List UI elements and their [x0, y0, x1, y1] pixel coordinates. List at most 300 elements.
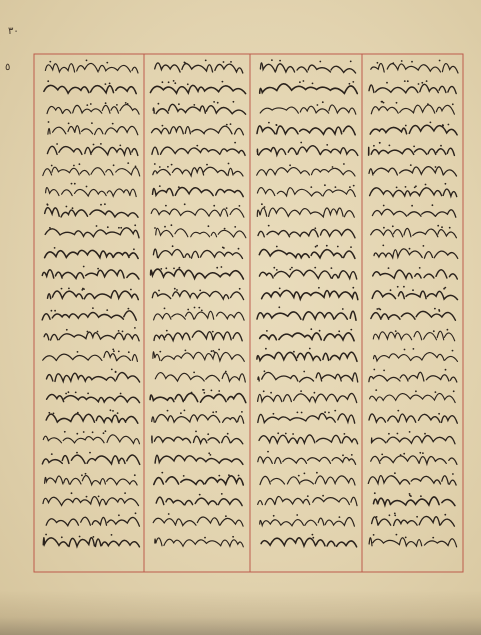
diacritic-dot [261, 203, 263, 205]
diacritic-dot [206, 164, 208, 166]
diacritic-dot [105, 430, 107, 432]
diacritic-dot [331, 267, 333, 269]
diacritic-dot [413, 146, 415, 148]
diacritic-dot [109, 83, 111, 85]
script-line [46, 188, 137, 197]
diacritic-dot [276, 246, 278, 248]
diacritic-dot [383, 205, 385, 207]
script-line [43, 351, 138, 361]
diacritic-dot [173, 268, 175, 270]
diacritic-dot [373, 534, 375, 536]
diacritic-dot [204, 537, 206, 539]
diacritic-dot [162, 81, 164, 83]
diacritic-dot [411, 205, 413, 207]
diacritic-dot [116, 104, 118, 106]
diacritic-dot [435, 166, 437, 168]
diacritic-dot [383, 102, 385, 104]
diacritic-dot [46, 203, 48, 205]
diacritic-dot [127, 162, 129, 164]
script-line [154, 476, 244, 485]
diacritic-dot [68, 288, 70, 290]
diacritic-dot [449, 227, 451, 229]
script-line [46, 414, 138, 423]
diacritic-dot [118, 351, 120, 353]
diacritic-dot [432, 204, 434, 206]
diacritic-dot [212, 411, 214, 413]
diacritic-dot [421, 82, 423, 84]
diacritic-dot [352, 81, 354, 83]
script-line [374, 497, 455, 506]
script-line [371, 456, 457, 465]
diacritic-dot [106, 309, 108, 311]
diacritic-dot [91, 122, 93, 124]
diacritic-dot [208, 452, 210, 454]
diacritic-dot [118, 514, 120, 516]
diacritic-dot [85, 473, 87, 475]
diacritic-dot [314, 267, 316, 269]
diacritic-dot [73, 165, 75, 167]
diacritic-dot [227, 433, 229, 435]
diacritic-dot [452, 350, 454, 352]
diacritic-dot [435, 391, 437, 393]
script-line [42, 455, 139, 464]
diacritic-dot [183, 475, 185, 477]
diacritic-dot [48, 121, 50, 123]
diacritic-dot [230, 61, 232, 63]
diacritic-dot [452, 103, 454, 105]
diacritic-dot [76, 452, 78, 454]
script-line [152, 147, 245, 155]
diacritic-dot [71, 492, 73, 494]
diacritic-dot [211, 390, 213, 392]
diacritic-dot [265, 348, 267, 350]
diacritic-dot [82, 288, 84, 290]
script-line [47, 146, 137, 155]
diacritic-dot [432, 537, 434, 539]
diacritic-dot [234, 226, 236, 228]
diacritic-dot [97, 331, 99, 333]
diacritic-dot [381, 454, 383, 456]
script-line [257, 311, 356, 320]
script-line [152, 126, 244, 135]
diacritic-dot [178, 186, 180, 188]
diacritic-dot [342, 454, 344, 456]
diacritic-dot [271, 59, 273, 61]
diacritic-dot [289, 269, 291, 271]
diacritic-dot [403, 453, 405, 455]
diacritic-dot [423, 245, 425, 247]
diacritic-dot [106, 62, 108, 64]
diacritic-dot [161, 472, 163, 474]
diacritic-dot [438, 413, 440, 415]
diacritic-dot [349, 186, 351, 188]
diacritic-dot [374, 492, 376, 494]
diacritic-dot [343, 163, 345, 165]
diacritic-dot [299, 81, 301, 83]
diacritic-dot [278, 306, 280, 308]
diacritic-dot [409, 248, 411, 250]
diacritic-dot [98, 496, 100, 498]
diacritic-dot [289, 164, 291, 166]
diacritic-dot [448, 124, 450, 126]
diacritic-dot [54, 247, 56, 249]
diacritic-dot [276, 269, 278, 271]
script-line [372, 516, 455, 526]
diacritic-dot [389, 145, 391, 147]
diacritic-dot [218, 475, 220, 477]
diacritic-dot [314, 392, 316, 394]
script-line [372, 209, 455, 217]
diacritic-dot [314, 227, 316, 229]
diacritic-dot [165, 267, 167, 269]
diacritic-dot [303, 371, 305, 373]
script-line [258, 372, 358, 382]
diacritic-dot [426, 80, 428, 82]
diacritic-dot [222, 247, 224, 249]
diacritic-dot [298, 475, 300, 477]
diacritic-dot [135, 166, 137, 168]
script-line [154, 311, 245, 320]
diacritic-dot [300, 142, 302, 144]
diacritic-dot [376, 308, 378, 310]
diacritic-dot [443, 288, 445, 290]
diacritic-dot [238, 475, 240, 477]
diacritic-dot [335, 186, 337, 188]
diacritic-dot [232, 536, 234, 538]
diacritic-dot [285, 433, 287, 435]
diacritic-dot [404, 80, 406, 82]
script-line [155, 538, 244, 547]
diacritic-dot [105, 83, 107, 85]
diacritic-dot [397, 286, 399, 288]
diacritic-dot [452, 473, 454, 475]
diacritic-dot [221, 266, 223, 268]
script-line [370, 188, 457, 197]
diacritic-dot [113, 350, 115, 352]
script-line [47, 105, 139, 115]
diacritic-dot [403, 286, 405, 288]
diacritic-dot [405, 125, 407, 127]
diacritic-dot [351, 454, 353, 456]
diacritic-dot [199, 290, 201, 292]
script-line [260, 63, 355, 73]
diacritic-dot [198, 307, 200, 309]
diacritic-dot [291, 267, 293, 269]
script-line [258, 393, 357, 402]
diacritic-dot [392, 62, 394, 64]
diacritic-dot [100, 143, 102, 145]
script-line [47, 373, 140, 382]
bottom-margin [0, 590, 481, 635]
script-line [374, 249, 458, 259]
diacritic-dot [394, 515, 396, 517]
diacritic-dot [86, 186, 88, 188]
script-line [258, 457, 356, 465]
script-line [257, 208, 354, 217]
diacritic-dot [93, 144, 95, 146]
diacritic-dot [158, 103, 160, 105]
diacritic-dot [334, 410, 336, 412]
diacritic-dot [107, 226, 109, 228]
diacritic-dot [49, 61, 51, 63]
diacritic-dot [86, 60, 88, 62]
script-line [370, 393, 456, 402]
diacritic-dot [268, 225, 270, 227]
script-line [48, 126, 138, 135]
diacritic-dot [437, 225, 439, 227]
diacritic-dot [207, 433, 209, 435]
diacritic-dot [344, 433, 346, 435]
diacritic-dot [397, 410, 399, 412]
diacritic-dot [83, 266, 85, 268]
diacritic-dot [396, 187, 398, 189]
diacritic-dot [213, 101, 215, 103]
diacritic-dot [419, 452, 421, 454]
diacritic-dot [228, 474, 230, 476]
diacritic-dot [296, 514, 298, 516]
diacritic-dot [112, 410, 114, 412]
diacritic-dot [418, 83, 420, 85]
diacritic-dot [120, 393, 122, 395]
script-line [259, 270, 356, 279]
diacritic-dot [307, 495, 309, 497]
diacritic-dot [174, 82, 176, 84]
diacritic-dot [238, 248, 240, 250]
script-line [153, 167, 243, 176]
diacritic-dot [162, 125, 164, 127]
script-line [152, 415, 244, 424]
script-line [260, 84, 358, 94]
script-line [369, 538, 457, 547]
diacritic-dot [164, 308, 166, 310]
diacritic-dot [273, 413, 275, 415]
diacritic-dot [171, 224, 173, 226]
diacritic-dot [176, 289, 178, 291]
diacritic-dot [191, 392, 193, 394]
diacritic-dot [390, 289, 392, 291]
diacritic-dot [312, 534, 314, 536]
diacritic-dot [86, 104, 88, 106]
diacritic-dot [279, 60, 281, 62]
diacritic-dot [127, 308, 129, 310]
diacritic-dot [68, 123, 70, 125]
diacritic-dot [119, 145, 121, 147]
script-line [260, 333, 354, 341]
diacritic-dot [400, 454, 402, 456]
diacritic-dot [166, 330, 168, 332]
diacritic-dot [425, 184, 427, 186]
diacritic-dot [422, 452, 424, 454]
diacritic-dot [416, 516, 418, 518]
diacritic-dot [279, 288, 281, 290]
diacritic-dot [159, 185, 161, 187]
diacritic-dot [415, 390, 417, 392]
diacritic-dot [264, 370, 266, 372]
diacritic-dot [352, 287, 354, 289]
diacritic-dot [409, 431, 411, 433]
diacritic-dot [413, 348, 415, 350]
script-line [42, 270, 139, 279]
diacritic-dot [376, 516, 378, 518]
script-line [155, 373, 245, 382]
script-line [150, 393, 246, 402]
script-line [370, 125, 457, 135]
diacritic-dot [266, 330, 268, 332]
diacritic-dot [277, 432, 279, 434]
diacritic-dot [396, 102, 398, 104]
script-line [260, 476, 355, 485]
script-line [153, 352, 244, 362]
diacritic-dot [394, 472, 396, 474]
script-line [154, 331, 242, 341]
diacritic-dot [225, 515, 227, 517]
diacritic-dot [419, 267, 421, 269]
diacritic-dot [54, 310, 56, 312]
diacritic-dot [100, 204, 102, 206]
diacritic-dot [373, 145, 375, 147]
diacritic-dot [160, 268, 162, 270]
diacritic-dot [410, 495, 412, 497]
diacritic-dot [64, 431, 66, 433]
diacritic-dot [310, 186, 312, 188]
script-line [369, 167, 457, 176]
diacritic-dot [210, 454, 212, 456]
diacritic-dot [326, 144, 328, 146]
diacritic-dot [441, 226, 443, 228]
diacritic-dot [71, 183, 73, 185]
diacritic-dot [179, 267, 181, 269]
diacritic-dot [171, 164, 173, 166]
diacritic-dot [222, 81, 224, 83]
diacritic-dot [199, 494, 201, 496]
diacritic-dot [337, 246, 339, 248]
script-line [44, 85, 136, 93]
script-line [371, 105, 454, 114]
diacritic-dot [125, 102, 127, 104]
page-number: ۳۰ [8, 26, 19, 37]
script-line [42, 311, 136, 320]
diacritic-dot [214, 351, 216, 353]
diacritic-dot [401, 60, 403, 62]
script-line [43, 497, 139, 506]
diacritic-dot [167, 166, 169, 168]
diacritic-dot [379, 142, 381, 144]
diacritic-dot [339, 516, 341, 518]
diacritic-dot [273, 267, 275, 269]
diacritic-dot [96, 225, 98, 227]
diacritic-dot [300, 390, 302, 392]
diacritic-dot [75, 392, 77, 394]
diacritic-dot [154, 163, 156, 165]
diacritic-dot [434, 308, 436, 310]
diacritic-dot [51, 310, 53, 312]
diacritic-dot [405, 186, 407, 188]
script-line [47, 394, 140, 402]
script-line [262, 290, 358, 299]
diacritic-dot [350, 329, 352, 331]
diacritic-dot [203, 392, 205, 394]
script-line [156, 228, 246, 238]
diacritic-dot [410, 164, 412, 166]
diacritic-dot [424, 433, 426, 435]
margin-mark: ٥ [5, 62, 11, 73]
diacritic-dot [193, 104, 195, 106]
diacritic-dot [178, 103, 180, 105]
diacritic-dot [316, 472, 318, 474]
diacritic-dot [342, 308, 344, 310]
diacritic-dot [103, 432, 105, 434]
diacritic-dot [304, 473, 306, 475]
diacritic-dot [159, 166, 161, 168]
script-line [45, 250, 139, 258]
diacritic-dot [208, 225, 210, 227]
diacritic-dot [68, 391, 70, 393]
diacritic-dot [93, 536, 95, 538]
diacritic-dot [226, 124, 228, 126]
diacritic-dot [79, 163, 81, 165]
script-line [45, 208, 138, 218]
diacritic-dot [264, 206, 266, 208]
diacritic-dot [218, 390, 220, 392]
diacritic-dot [172, 245, 174, 247]
diacritic-dot [411, 61, 413, 63]
diacritic-dot [377, 62, 379, 64]
script-line [152, 291, 243, 300]
diacritic-dot [65, 393, 67, 395]
diacritic-dot [381, 101, 383, 103]
script-line [371, 311, 456, 320]
diacritic-dot [97, 268, 99, 270]
diacritic-dot [193, 372, 195, 374]
diacritic-dot [165, 205, 167, 207]
diacritic-dot [87, 331, 89, 333]
diacritic-dot [303, 80, 305, 82]
diacritic-dot [328, 412, 330, 414]
script-line [43, 167, 140, 176]
diacritic-dot [412, 289, 414, 291]
diacritic-dot [324, 184, 326, 186]
diacritic-dot [133, 248, 135, 250]
script-line [153, 187, 244, 196]
script-line [372, 436, 456, 444]
script-line [259, 249, 355, 258]
diacritic-dot [187, 309, 189, 311]
diacritic-dot [202, 389, 204, 391]
script-line [45, 476, 138, 485]
diacritic-dot [221, 493, 223, 495]
diacritic-dot [211, 350, 213, 352]
diacritic-dot [124, 492, 126, 494]
diacritic-dot [234, 142, 236, 144]
diacritic-dot [407, 80, 409, 82]
script-line [152, 436, 243, 444]
diacritic-dot [61, 288, 63, 290]
diacritic-dot [383, 370, 385, 372]
diacritic-dot [386, 82, 388, 84]
script-line [371, 228, 457, 237]
diacritic-dot [230, 123, 232, 125]
script-line [260, 105, 356, 114]
diacritic-dot [453, 390, 455, 392]
script-line [153, 104, 245, 114]
diacritic-dot [92, 307, 94, 309]
diacritic-dot [293, 351, 295, 353]
diacritic-dot [168, 513, 170, 515]
script-line [46, 517, 139, 526]
diacritic-dot [239, 288, 241, 290]
diacritic-dot [388, 433, 390, 435]
diacritic-dot [154, 227, 156, 229]
